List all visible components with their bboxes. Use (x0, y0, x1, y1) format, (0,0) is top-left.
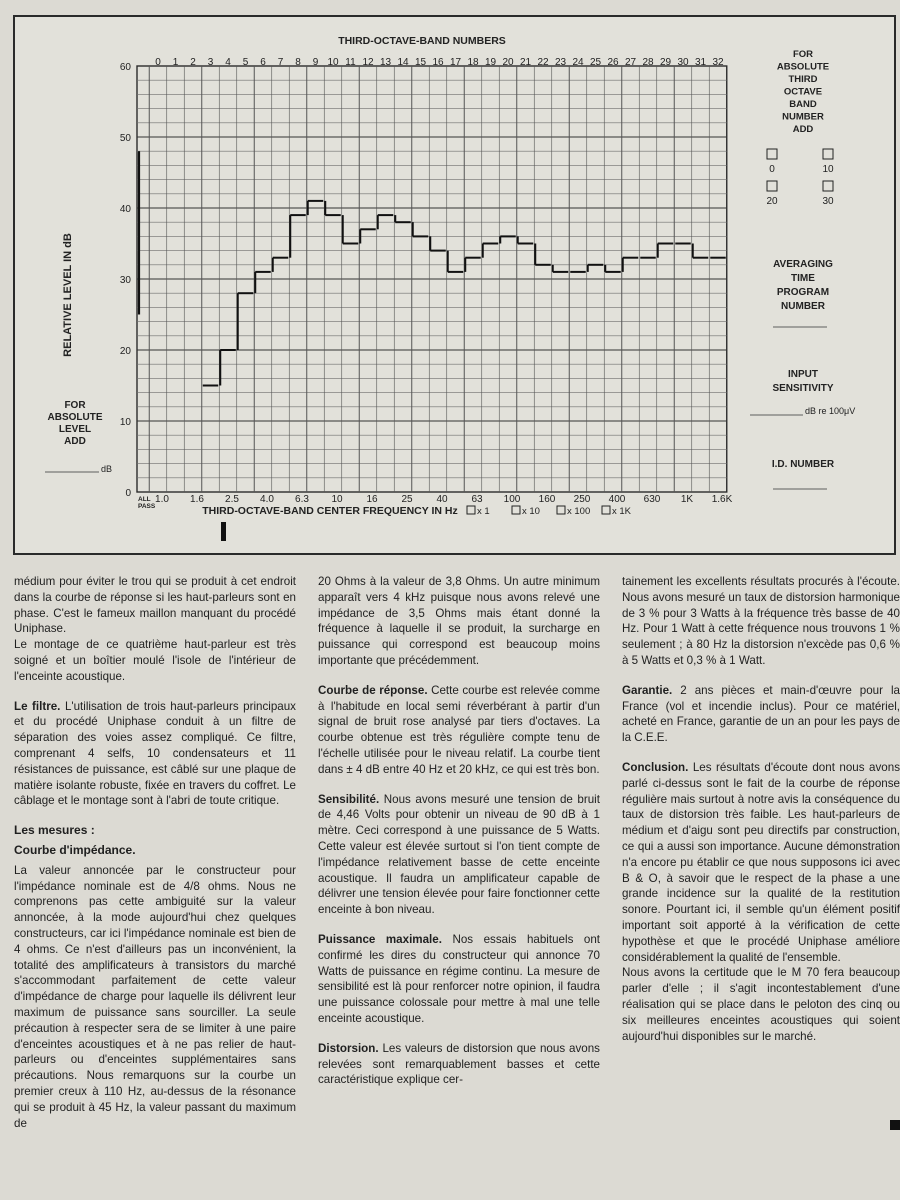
filtre-title: Le filtre. (14, 699, 61, 713)
multiplier-label: x 10 (522, 506, 540, 517)
input-line: SENSITIVITY (772, 383, 834, 394)
averaging-line: AVERAGING (773, 259, 833, 270)
band-number: 9 (312, 57, 319, 68)
conclusion-text: Les résultats d'écoute dont nous avons parlé ci-dessus sont le fait de la courbe de réponse régulière mais surtout à notre avis la conséquence du taux de distorsion très faible. Les haut-parleurs de médium et d'aigu sont peu directifs par construction, ce qui a aussi son importance. Aucune démonstration n'a encore pu établir ce que nous supposons ici avec B & O, à savoir que le respect de la phase a une grande incidence sur la qualité de la restitution sonore. Pourtant ici, il semble qu'un élément positif important soit apporté à la vérification de cette hypothèse et que le procédé Uniphase améliore considérablement la qualité de l'ensemble. (622, 760, 900, 964)
x-tick-label: 16 (366, 494, 378, 505)
band-number: 18 (467, 57, 479, 68)
band-number: 11 (345, 57, 356, 68)
averaging-line: TIME (791, 273, 815, 284)
marker-bar (221, 522, 226, 541)
x-tick-label: 1.6K (711, 494, 733, 505)
y-tick-label: 50 (119, 133, 131, 144)
filtre-text: L'utilisation de trois haut-parleurs principaux et du procédé Uniphase conduit à un filtre de séparation des voies assez compliqué. Ce filtre, comprenant 4 selfs, 10 condensateurs et 11 résistances de puissance, est câblé sur une plaque de matière isolante robuste, fixée en travers du coffret. Le câblage et le montage sont à l'abri de toute critique. (14, 699, 296, 808)
band-number: 6 (260, 57, 266, 68)
band-number: 12 (362, 57, 374, 68)
band-number: 20 (502, 57, 514, 68)
y-tick-label: 60 (119, 62, 131, 73)
band-add-checkbox (823, 149, 833, 159)
y-tick-label: 30 (119, 275, 131, 286)
col2-intro: 20 Ohms à la valeur de 3,8 Ohms. Un autre minimum apparaît vers 4 kHz puisque nous avons relevé une impédance de 3,5 Ohms mais étant donné la fréquence à laquelle il se produit, la surcharge en puissance qui correspond est beaucoup moins importante que précédemment. (318, 575, 600, 667)
band-number: 5 (242, 57, 249, 68)
band-number: 0 (155, 57, 161, 68)
band-add-line: FOR (792, 49, 814, 60)
impedance-text: La valeur annoncée par le constructeur pour l'impédance nominale est de 4/8 ohms. Nous ne comprenons pas cette ambiguité sur la valeur annoncée, à la mode aujourd'hui chez quelques constructeurs, car ici l'impédance nominale est bien de 4 ohms. Ce n'est d'ailleurs pas un inconvénient, la totalité des amplificateurs à transistors du marché s'accommodant parfaitement de cette valeur d'impédance de charge pour laquelle ils délivrent leur maximum de puissance sans sourciller. La seule précaution à respecter sera de se limiter à une paire d'enceintes acoustiques et à ne pas relier de haut-parleurs ou d'enceintes supplémentaires sans précautions. Nous remarquons sur la courbe un premier creux à 110 Hz, au-dessus de la résonance qui se produit à 45 Hz, la valeur passant du maximum de (14, 863, 296, 1130)
band-add-line: ABSOLUTE (776, 61, 830, 73)
y-tick-label: 10 (119, 417, 131, 428)
sensibilite-title: Sensibilité. (318, 792, 380, 806)
y-tick-label: 20 (119, 346, 131, 357)
x-tick-label: 160 (538, 494, 556, 505)
band-number: 8 (295, 57, 301, 68)
x-tick-label: 2.5 (225, 494, 239, 505)
band-add-line: NUMBER (782, 111, 824, 123)
reponse-text: Cette courbe est relevée comme à l'habitude en local semi réverbérant à partir d'un signal de bruit rose analysé par tiers d'octaves. La courbe obtenue est très régulière compte tenu de l'échelle utilisée pour le niveau relatif. La courbe tient dans ± 4 dB entre 40 Hz et 20 kHz, ce qui est très bon. (318, 683, 600, 776)
multiplier-checkbox (602, 506, 610, 514)
x-tick-label: 40 (436, 494, 448, 505)
left-panel-line: ABSOLUTE (47, 412, 103, 423)
band-number: 23 (554, 57, 567, 68)
band-number: 31 (694, 57, 707, 68)
band-add-value: 0 (769, 164, 775, 175)
band-add-value: 10 (822, 164, 834, 175)
distorsion-title: Distorsion. (318, 1041, 379, 1055)
x-tick-label: 1K (680, 494, 694, 505)
band-add-line: THIRD (788, 74, 818, 85)
article-column-3 (622, 574, 900, 1058)
band-number: 28 (642, 57, 654, 68)
puissance-text: Nos essais habituels ont confirmé les dires du constructeur qui annonce 70 Watts de puissance en régime continu. La mesure de sensibilité est là pour renforcer notre opinion, il faudra une puissance colossale pour mettre à mal une telle enceinte acoustique. (318, 932, 601, 1025)
article-column-1 (14, 574, 296, 1145)
distorsion-text: Les valeurs de distorsion que nous avons relevées sont remarquablement basses et cette caractéristique explique cer- (318, 1041, 600, 1087)
x-tick-label: 400 (608, 494, 626, 505)
band-add-line: ADD (792, 124, 814, 135)
page-edge-mark (890, 1120, 900, 1130)
band-number: 19 (484, 57, 497, 68)
band-number: 24 (572, 57, 584, 68)
x-tick-label: 63 (471, 494, 483, 505)
sensibilite-text: Nous avons mesuré une tension de bruit de 4,46 Volts pour obtenir un niveau de 90 dB à 1 mètre. Ceci correspond à une puissance de 5 Watts. Cette valeur est élevée surtout si l'on tient compte de l'impédance relativement basse de cette enceinte acoustique. Il faudra un amplificateur capable de délivrer une tension élevée pour faire fonctionner cette enceinte à bon niveau. (318, 792, 600, 917)
band-number: 22 (537, 57, 549, 68)
band-add-value: 20 (766, 196, 778, 207)
band-number: 30 (677, 57, 689, 68)
band-number: 10 (327, 57, 339, 68)
x-tick-label: 6.3 (295, 494, 309, 505)
averaging-line: NUMBER (781, 301, 825, 312)
impedance-heading: Courbe d'impédance. (14, 842, 136, 857)
x-tick-label: 100 (503, 494, 521, 505)
y-tick-label: 40 (119, 204, 131, 215)
x-tick-label: 10 (331, 494, 343, 505)
band-number: 16 (432, 57, 444, 68)
band-number: 3 (207, 57, 214, 68)
multiplier-checkbox (512, 506, 520, 514)
x-tick-label: 25 (401, 494, 413, 505)
left-panel-line: LEVEL (58, 424, 92, 435)
band-add-value: 30 (822, 196, 834, 207)
y-tick-label: 0 (125, 488, 131, 499)
band-add-checkbox (767, 149, 777, 159)
garantie-text: 2 ans pièces et main-d'œuvre pour la France (vol et incendie inclus). Pour ce matériel, acheté en France, garantie de un an pour les pays de la C.E.E. (622, 683, 900, 745)
band-add-line: OCTAVE (783, 86, 823, 98)
x-tick-label: 1.6 (190, 494, 204, 505)
band-add-checkbox (767, 181, 777, 191)
band-number: 7 (277, 57, 284, 68)
multiplier-checkbox (467, 506, 475, 514)
band-number: 1 (172, 57, 179, 68)
col3-intro: tainement les excellents résultats procurés à l'écoute. Nous avons mesuré un taux de distorsion harmonique de 3 % pour 3 Watts à la fréquence très basse de 40 Hz. Pour 1 Watt à cette fréquence nous trouvons 1 % seulement ; à 80 Hz la distorsion n'excède pas 0,6 % à 5 Watts et 0,3 % à 1 Watt. (622, 575, 900, 667)
chart-svg (15, 17, 894, 553)
input-unit: dB re 100μV (805, 406, 856, 416)
band-number: 15 (414, 57, 427, 68)
mesures-heading: Les mesures : (14, 823, 95, 838)
x-tick-label: 250 (573, 494, 591, 505)
x-tick-label: 1.0 (155, 494, 169, 505)
puissance-title: Puissance maximale. (318, 932, 442, 946)
id-number-label: I.D. NUMBER (771, 459, 835, 470)
all-pass-label: ALL PASS (138, 496, 156, 510)
multiplier-label: x 100 (567, 506, 591, 517)
y-axis-label: RELATIVE LEVEL IN dB (62, 233, 74, 357)
band-number: 4 (225, 57, 231, 68)
left-panel-line: ADD (64, 436, 86, 447)
x-tick-label: 4.0 (260, 494, 274, 505)
col3-final: Nous avons la certitude que le M 70 fera beaucoup parler d'elle ; il s'agit incontestablement d'une réalisation qui se place dans le peloton des cinq ou six meilleures enceintes acoustiques qui soient aujourd'hui disponibles sur le marché. (622, 966, 900, 1043)
garantie-title: Garantie. (622, 683, 673, 697)
x-tick-label: 630 (643, 494, 661, 505)
chart-frame (13, 15, 896, 555)
band-number: 26 (607, 57, 619, 68)
reponse-title: Courbe de réponse. (318, 683, 428, 697)
multiplier-checkbox (557, 506, 565, 514)
band-number: 2 (190, 57, 196, 68)
band-add-line: BAND (789, 99, 817, 110)
averaging-line: PROGRAM (776, 287, 830, 298)
band-number: 14 (397, 57, 409, 68)
band-number: 25 (589, 57, 602, 68)
band-number: 27 (624, 57, 637, 68)
multiplier-label: x 1 (477, 506, 490, 517)
band-add-checkbox (823, 181, 833, 191)
col1-intro: médium pour éviter le trou qui se produit à cet endroit dans la courbe de réponse si les haut-parleurs sont en phase. C'est le fameux maillon manquant du procédé Uniphase. (14, 575, 296, 636)
band-number: 21 (519, 57, 532, 68)
left-panel-unit: dB (101, 464, 113, 474)
conclusion-title: Conclusion. (622, 760, 689, 774)
band-number: 32 (712, 57, 724, 68)
article-column-2 (318, 574, 600, 1102)
left-panel-line: FOR (64, 400, 86, 411)
input-line: INPUT (788, 369, 818, 380)
col1-intro2: Le montage de ce quatrième haut-parleur est très soigné et un boîtier moulé l'isole de l'intérieur de l'enceinte acoustique. (14, 638, 296, 683)
chart-top-title: THIRD-OCTAVE-BAND NUMBERS (338, 35, 506, 47)
band-number: 13 (379, 57, 392, 68)
band-number: 29 (659, 57, 672, 68)
band-number: 17 (449, 57, 462, 68)
multiplier-label: x 1K (612, 506, 632, 517)
x-axis-label: THIRD-OCTAVE-BAND CENTER FREQUENCY IN Hz (202, 505, 458, 517)
